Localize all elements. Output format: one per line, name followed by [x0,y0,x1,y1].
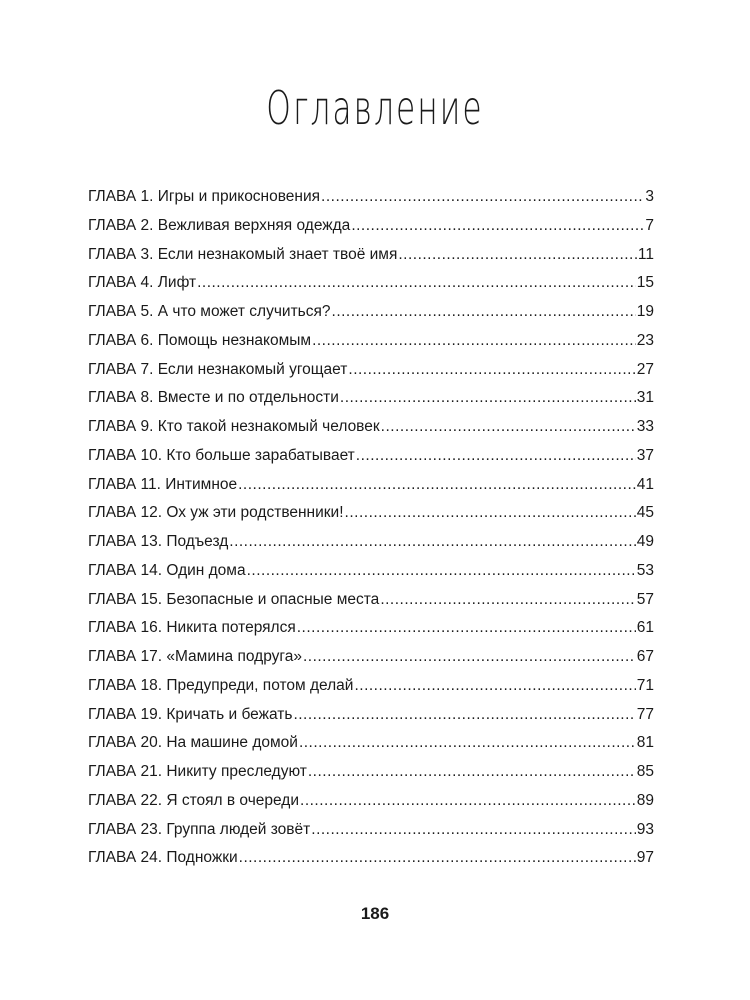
toc-entry-label: ГЛАВА 10. Кто больше зарабатывает [88,446,355,464]
toc-entry-label: ГЛАВА 21. Никиту преследуют [88,763,307,780]
toc-leader-dots [356,442,636,471]
toc-entry [88,816,654,845]
toc-entry [88,212,654,241]
toc-entry-page: 53 [636,561,654,579]
toc-entry [88,672,654,701]
toc-entry [88,356,654,385]
toc-leader-dots [398,241,637,270]
toc-leader-dots [311,816,635,845]
toc-entry-label: ГЛАВА 12. Ох уж эти родственники! [88,504,344,522]
toc-entry-page: 31 [636,389,654,407]
toc-entry-page: 61 [636,619,654,637]
toc-entry [88,844,654,873]
toc-entry-label: ГЛАВА 9. Кто такой незнакомый человек [88,418,380,435]
toc-entry-page: 93 [636,820,654,838]
toc-leader-dots [197,269,636,298]
toc-entry-page: 27 [636,360,654,378]
toc-entry-label: ГЛАВА 8. Вместе и по отдельности [88,389,339,407]
toc-entry-label: ГЛАВА 6. Помощь незнакомым [88,331,312,349]
toc-leader-dots [247,557,636,586]
toc-leader-dots [297,614,636,643]
toc-entry-page: 97 [636,849,654,867]
toc-entry [88,557,654,586]
toc-entry [88,442,654,471]
toc-entry-page: 81 [636,734,654,752]
toc-leader-dots [308,758,636,787]
toc-leader-dots [380,586,635,615]
toc-entry [88,269,654,298]
toc-leader-dots [238,471,636,500]
toc-entry-page: 49 [636,533,654,550]
toc-entry [88,471,654,500]
toc-leader-dots [321,183,644,212]
toc-leader-dots [303,643,636,672]
toc-entry-label: ГЛАВА 13. Подъезд [88,533,229,550]
table-of-contents [88,183,654,873]
toc-entry [88,413,654,442]
toc-entry-page: 15 [636,274,654,292]
toc-entry-page: 3 [645,188,654,205]
toc-leader-dots [340,384,636,413]
toc-entry-label: ГЛАВА 3. Если незнакомый знает твоё имя [88,245,398,263]
toc-entry-page: 85 [636,763,654,780]
toc-entry-label: ГЛАВА 16. Никита потерялся [88,619,296,637]
toc-leader-dots [345,499,636,528]
toc-entry [88,758,654,787]
toc-entry-label: ГЛАВА 4. Лифт [88,274,197,292]
toc-entry-page: 11 [637,245,654,263]
toc-entry [88,643,654,672]
toc-entry [88,729,654,758]
toc-entry-page: 71 [636,676,654,694]
toc-leader-dots [348,356,635,385]
toc-entry [88,298,654,327]
toc-entry [88,787,654,816]
toc-entry-label: ГЛАВА 15. Безопасные и опасные места [88,590,380,608]
toc-entry [88,701,654,730]
toc-entry-label: ГЛАВА 14. Один дома [88,561,246,579]
toc-leader-dots [299,729,636,758]
toc-entry [88,327,654,356]
toc-entry [88,183,654,212]
toc-entry-label: ГЛАВА 24. Подножки [88,849,238,867]
toc-entry-page: 45 [636,504,654,522]
toc-entry-page: 67 [636,648,654,665]
toc-leader-dots [293,701,635,730]
toc-entry-label: ГЛАВА 7. Если незнакомый угощает [88,360,348,378]
toc-entry-page: 33 [636,418,654,435]
toc-leader-dots [332,298,636,327]
toc-leader-dots [381,413,636,442]
toc-leader-dots [354,672,635,701]
toc-entry-label: ГЛАВА 20. На машине домой [88,734,298,752]
toc-entry-page: 89 [636,791,654,809]
toc-entry-label: ГЛАВА 18. Предупреди, потом делай [88,676,354,694]
toc-leader-dots [239,844,636,873]
toc-entry-page: 23 [636,331,654,349]
toc-entry-label: ГЛАВА 5. А что может случиться? [88,303,331,320]
toc-leader-dots [351,212,644,241]
toc-entry-label: ГЛАВА 17. «Мамина подруга» [88,648,302,665]
toc-entry [88,384,654,413]
page-number: 186 [360,904,390,923]
toc-leader-dots [300,787,636,816]
toc-entry-label: ГЛАВА 22. Я стоял в очереди [88,791,300,809]
toc-entry-page: 7 [645,216,654,234]
toc-entry [88,241,654,270]
toc-entry-page: 77 [636,705,654,723]
toc-entry [88,528,654,557]
toc-entry-page: 37 [636,446,654,464]
toc-entry-label: ГЛАВА 11. Интимное [88,475,238,493]
toc-leader-dots [229,528,635,557]
toc-entry [88,586,654,615]
toc-entry-page: 19 [636,303,654,320]
toc-leader-dots [312,327,636,356]
toc-entry-label: ГЛАВА 23. Группа людей зовёт [88,820,311,838]
toc-entry-label: ГЛАВА 2. Вежливая верхняя одежда [88,216,351,234]
toc-entry-label: ГЛАВА 19. Кричать и бежать [88,705,293,723]
toc-entry-page: 57 [636,590,654,608]
toc-entry-label: ГЛАВА 1. Игры и прикосновения [88,188,321,205]
toc-entry-page: 41 [636,475,654,493]
toc-entry [88,614,654,643]
toc-entry [88,499,654,528]
page-title: Оглавление [266,81,484,135]
